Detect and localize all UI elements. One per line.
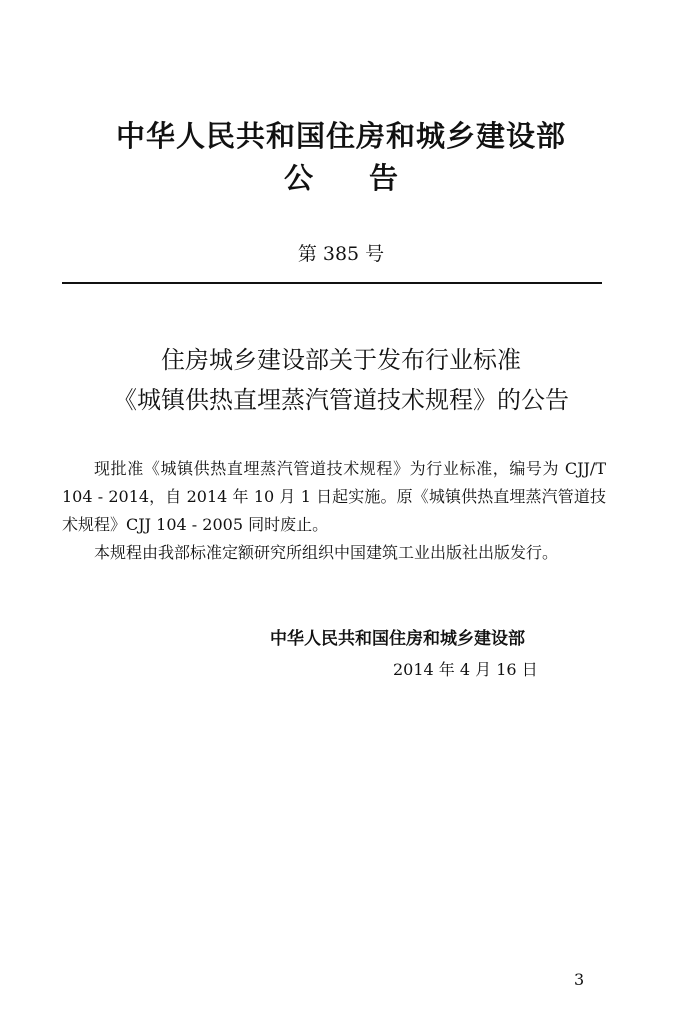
subject-line-1: 住房城乡建设部关于发布行业标准 bbox=[161, 346, 521, 374]
issuer-title: 中华人民共和国住房和城乡建设部 bbox=[115, 119, 566, 153]
header-divider bbox=[62, 282, 602, 284]
subject-line-2: 《城镇供热直埋蒸汽管道技术规程》的公告 bbox=[113, 386, 569, 414]
notice-label: 公告 bbox=[283, 161, 454, 195]
signature-issuer: 中华人民共和国住房和城乡建设部 bbox=[270, 629, 525, 649]
notice-number: 第 385 号 bbox=[297, 243, 385, 265]
signature-date: 2014 年 4 月 16 日 bbox=[393, 660, 538, 679]
notice-subject bbox=[40, 340, 642, 420]
body-paragraph-2: 本规程由我部标准定额研究所组织中国建筑工业出版社出版发行。 bbox=[94, 543, 559, 562]
notice-body bbox=[62, 455, 606, 567]
body-paragraph-1: 现批准《城镇供热直埋蒸汽管道技术规程》为行业标准，编号为 CJJ/T 104 - 2014，自 2014 年 10 月 1 日起实施。原《城镇供热直埋蒸汽管道技术规程》CJJ 104 - 2005 同时废止。 bbox=[62, 459, 606, 534]
page-number: 3 bbox=[574, 970, 585, 989]
